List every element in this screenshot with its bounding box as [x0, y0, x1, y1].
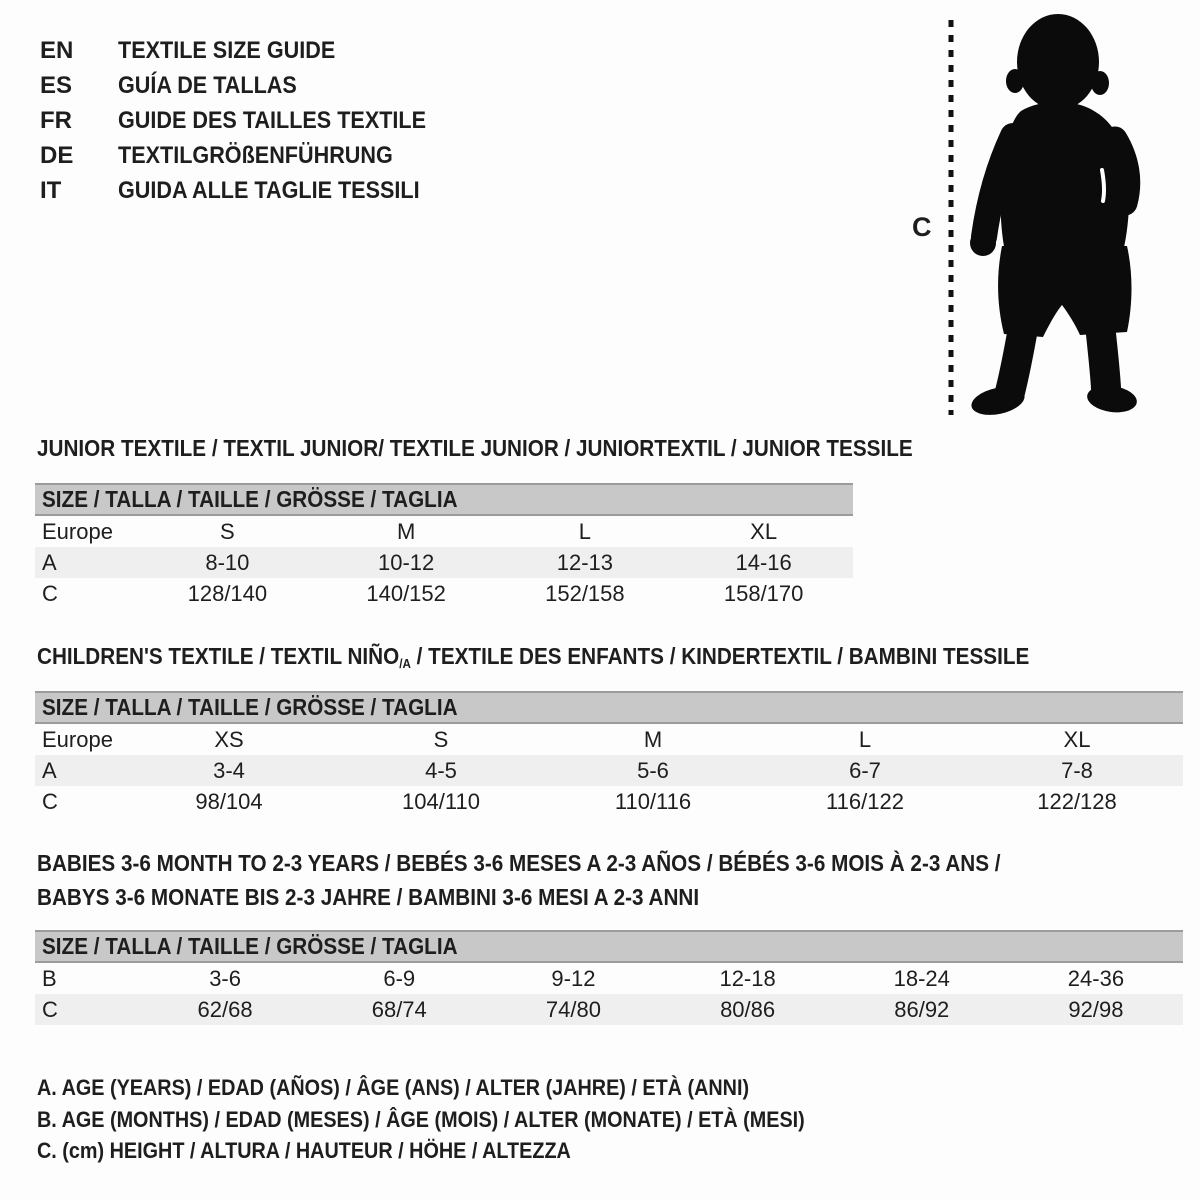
size-cell: 104/110 — [402, 789, 480, 814]
size-cell: 152/158 — [545, 581, 625, 606]
language-row — [40, 33, 460, 68]
size-table-header-label: SIZE / TALLA / TAILLE / GRÖSSE / TAGLIA — [42, 486, 458, 512]
size-cell: 98/104 — [195, 789, 263, 814]
size-cell: 110/116 — [614, 789, 692, 814]
table-row — [35, 994, 1183, 1025]
size-cell: 6-9 — [383, 966, 416, 991]
toddler-silhouette-figure — [900, 0, 1200, 430]
size-cell: M — [396, 519, 416, 544]
size-cell: 9-12 — [551, 966, 596, 991]
size-cell: 24-36 — [1067, 966, 1125, 991]
table-row — [35, 547, 853, 578]
size-cell: 14-16 — [735, 550, 792, 575]
size-cell: 80/86 — [720, 997, 776, 1022]
size-cell: 116/122 — [826, 789, 904, 814]
language-code: DE — [40, 142, 74, 169]
size-cell: XS — [214, 727, 244, 752]
junior-size-table — [35, 483, 853, 609]
language-code: ES — [40, 72, 73, 99]
size-cell: 5-6 — [637, 758, 669, 783]
children-title-pre: CHILDREN'S TEXTILE / TEXTIL NIÑO — [37, 643, 400, 669]
size-cell: 10-12 — [377, 550, 435, 575]
language-label: GUÍA DE TALLAS — [118, 72, 297, 99]
size-cell: 12-18 — [719, 966, 776, 991]
size-table-header-label: SIZE / TALLA / TAILLE / GRÖSSE / TAGLIA — [42, 694, 458, 720]
footnote-a-text: A. AGE (YEARS) / EDAD (AÑOS) / ÂGE (ANS) / ALTER (JAHRE) / ETÀ (ANNI) — [37, 1075, 750, 1100]
language-code: FR — [40, 107, 72, 134]
size-cell: XL — [1063, 727, 1091, 752]
children-size-table — [35, 691, 1183, 817]
babies-section-title-line2 — [37, 885, 773, 909]
children-section-title — [37, 644, 1140, 676]
children-title-sub: /A — [399, 656, 411, 671]
babies-size-table — [35, 930, 1183, 1025]
table-row — [35, 578, 853, 609]
junior-section-title-text: JUNIOR TEXTILE / TEXTIL JUNIOR/ TEXTILE JUNIOR / JUNIORTEXTIL / JUNIOR TESSILE — [37, 435, 913, 461]
size-cell: 7-8 — [1061, 758, 1093, 783]
table-row — [35, 786, 1183, 817]
size-cell: S — [220, 519, 235, 544]
size-cell: 6-7 — [849, 758, 881, 783]
size-cell: 74/80 — [545, 997, 601, 1022]
language-row — [40, 103, 460, 138]
size-cell: 4-5 — [425, 758, 457, 783]
size-cell: 140/152 — [366, 581, 446, 606]
toddler-silhouette — [969, 14, 1139, 419]
size-cell: XL — [750, 519, 778, 544]
size-cell: 128/140 — [187, 581, 268, 606]
babies-section-title-line1 — [37, 851, 1108, 875]
row-label: A — [42, 758, 57, 783]
language-title-block — [40, 33, 460, 208]
size-cell: 86/92 — [894, 997, 950, 1022]
size-cell: L — [578, 519, 591, 544]
row-label: B — [42, 966, 57, 991]
junior-section-title — [37, 436, 1010, 460]
size-cell: 92/98 — [1068, 997, 1124, 1022]
row-label: C — [42, 997, 58, 1022]
row-label: C — [42, 789, 58, 814]
size-cell: 68/74 — [371, 997, 427, 1022]
size-cell: 3-6 — [209, 966, 241, 991]
size-cell: 12-13 — [556, 550, 614, 575]
size-cell: 122/128 — [1037, 789, 1117, 814]
language-label: TEXTILGRÖßENFÜHRUNG — [118, 142, 393, 169]
row-label: Europe — [42, 727, 113, 752]
language-row — [40, 68, 460, 103]
row-label: C — [42, 581, 58, 606]
language-row — [40, 173, 460, 208]
language-label: GUIDA ALLE TAGLIE TESSILI — [118, 177, 420, 204]
language-code: IT — [40, 177, 62, 204]
size-table-header — [35, 930, 1183, 963]
language-code: EN — [40, 37, 74, 64]
size-table-header-label: SIZE / TALLA / TAILLE / GRÖSSE / TAGLIA — [42, 933, 458, 959]
babies-title-line1-text: BABIES 3-6 MONTH TO 2-3 YEARS / BEBÉS 3-6 MESES A 2-3 AÑOS / BÉBÉS 3-6 MOIS À 2-3 ANS / — [37, 850, 1001, 876]
language-label: GUIDE DES TAILLES TEXTILE — [118, 107, 427, 134]
row-label: Europe — [42, 519, 113, 544]
footnote-c-text: C. (cm) HEIGHT / ALTURA / HAUTEUR / HÖHE / ALTEZZA — [37, 1138, 571, 1163]
footnote-b — [37, 1108, 890, 1132]
size-cell: 8-10 — [205, 550, 250, 575]
children-section-title-text — [37, 644, 1029, 676]
height-measure-label: C — [912, 212, 932, 242]
size-cell: 62/68 — [197, 997, 253, 1022]
size-table-header — [35, 483, 853, 516]
babies-title-line2-text: BABYS 3-6 MONATE BIS 2-3 JAHRE / BAMBINI 3-6 MESI A 2-3 ANNI — [37, 884, 700, 910]
size-table-header — [35, 691, 1183, 724]
table-row — [35, 516, 853, 547]
size-cell: M — [643, 727, 663, 752]
footnote-a — [37, 1076, 828, 1100]
table-row — [35, 963, 1183, 994]
language-label: TEXTILE SIZE GUIDE — [118, 37, 336, 64]
size-cell: 3-4 — [213, 758, 245, 783]
row-label: A — [42, 550, 57, 575]
language-row — [40, 138, 460, 173]
size-cell: L — [858, 727, 872, 752]
table-row — [35, 724, 1183, 755]
table-row — [35, 755, 1183, 786]
footnote-b-text: B. AGE (MONTHS) / EDAD (MESES) / ÂGE (MOIS) / ALTER (MONATE) / ETÀ (MESI) — [37, 1107, 805, 1132]
size-cell: S — [433, 727, 449, 752]
size-cell: 18-24 — [893, 966, 950, 991]
children-title-post: / TEXTILE DES ENFANTS / KINDERTEXTIL / BAMBINI TESSILE — [410, 643, 1030, 669]
size-cell: 158/170 — [723, 581, 804, 606]
footnote-c — [37, 1139, 630, 1163]
